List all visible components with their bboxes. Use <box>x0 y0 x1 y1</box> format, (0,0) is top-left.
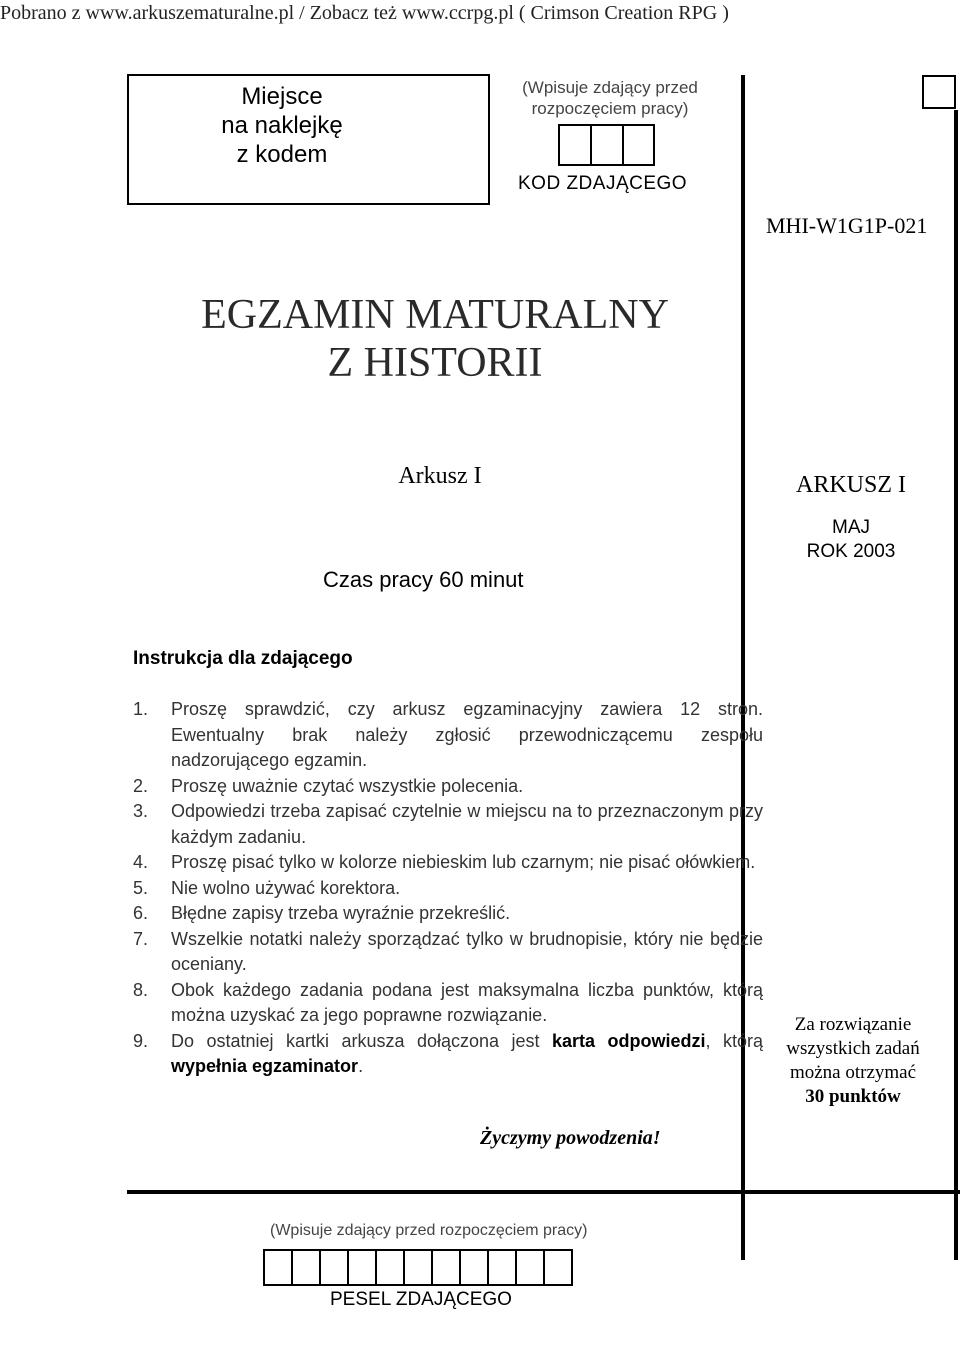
instruction-text: Wszelkie notatki należy sporządzać tylko w brudnopisie, który nie będzie oceniany. <box>171 928 763 974</box>
instruction-item <box>133 850 763 876</box>
code-label: KOD ZDAJĄCEGO <box>518 173 688 194</box>
pesel-cell[interactable] <box>515 1249 545 1286</box>
instruction-item <box>133 697 763 774</box>
sticker-line-1: Miejsce <box>241 83 323 110</box>
side-year: ROK 2003 <box>806 541 896 562</box>
instruction-text: Proszę pisać tylko w kolorze niebieskim lub czarnym; nie pisać ołówkiem. <box>171 852 756 872</box>
code-note-line-1: (Wpisuje zdający przed <box>522 78 698 97</box>
code-cell-2[interactable] <box>590 124 624 166</box>
corner-box[interactable] <box>922 75 956 109</box>
code-note <box>500 77 720 119</box>
instruction-item <box>133 978 763 1029</box>
code-note-line-2: rozpoczęciem pracy) <box>531 99 689 118</box>
wish-text: Życzymy powodzenia! <box>480 1127 661 1149</box>
pesel-cell[interactable] <box>375 1249 405 1286</box>
side-date <box>748 516 954 564</box>
instruction-item <box>133 901 763 927</box>
sticker-line-3: z kodem <box>236 141 328 168</box>
pesel-cell[interactable] <box>319 1249 349 1286</box>
instruction-number: 2. <box>133 775 149 796</box>
pesel-cell[interactable] <box>431 1249 461 1286</box>
instruction-item <box>133 876 763 902</box>
points-info <box>748 1013 958 1109</box>
instruction-text-part: Do ostatniej kartki arkusza dołączona jest <box>171 1030 552 1051</box>
pesel-cell[interactable] <box>543 1249 573 1286</box>
pesel-label: PESEL ZDAJĄCEGO <box>330 1289 512 1310</box>
pesel-cell[interactable] <box>347 1249 377 1286</box>
sticker-label <box>127 82 437 169</box>
bottom-rule <box>127 1190 960 1194</box>
instruction-item <box>133 799 763 850</box>
instruction-number: 5. <box>133 877 149 898</box>
title-line-1: EGZAMIN MATURALNY <box>201 292 669 338</box>
title-line-2: Z HISTORII <box>327 340 543 386</box>
code-cell-1[interactable] <box>558 124 592 166</box>
instructions-list <box>133 697 763 1080</box>
pesel-cell[interactable] <box>403 1249 433 1286</box>
instruction-text: Proszę sprawdzić, czy arkusz egzaminacyjny zawiera 12 stron. Ewentualny brak należy zgłosić przewodniczącemu zespołu nadzorującego egzamin. <box>171 699 763 770</box>
pesel-cell[interactable] <box>459 1249 489 1286</box>
instruction-number: 1. <box>133 699 149 719</box>
sheet-label: Arkusz I <box>398 463 482 489</box>
answer-card-label: karta odpowiedzi <box>552 1030 706 1051</box>
header-link[interactable]: Pobrano z www.arkuszematuralne.pl / Zobacz też www.ccrpg.pl ( Crimson Creation RPG ) <box>0 2 729 24</box>
vertical-divider-main <box>741 75 745 1260</box>
instruction-text: Błędne zapisy trzeba wyraźnie przekreślić. <box>171 903 511 923</box>
pesel-cell[interactable] <box>263 1249 293 1286</box>
instruction-number: 3. <box>133 801 149 821</box>
instruction-item <box>133 927 763 978</box>
side-sheet: ARKUSZ I <box>795 472 906 498</box>
time-label: Czas pracy 60 minut <box>323 567 524 592</box>
instruction-number: 4. <box>133 852 149 872</box>
side-month: MAJ <box>832 517 870 538</box>
instruction-number: 8. <box>133 979 149 1000</box>
pesel-cell[interactable] <box>487 1249 517 1286</box>
instruction-number: 7. <box>133 928 149 949</box>
instruction-text: Proszę uważnie czytać wszystkie polecenia. <box>171 775 524 796</box>
exam-code: MHI-W1G1P-021 <box>766 213 928 238</box>
instruction-item <box>133 774 763 800</box>
pesel-note: (Wpisuje zdający przed rozpoczęciem pracy) <box>270 1222 588 1239</box>
exam-title <box>130 291 740 387</box>
points-line-2: wszystkich zadań <box>786 1038 920 1059</box>
instruction-number: 9. <box>133 1030 149 1051</box>
sticker-line-2: na naklejkę <box>221 112 343 139</box>
instruction-item <box>133 1029 763 1080</box>
instruction-text <box>171 1029 763 1080</box>
instruction-text: Odpowiedzi trzeba zapisać czytelnie w miejscu na to przeznaczonym przy każdym zadaniu. <box>171 801 763 847</box>
points-line-4: 30 punktów <box>805 1086 901 1107</box>
instruction-text: Obok każdego zadania podana jest maksymalna liczba punktów, którą można uzyskać za jego poprawne rozwiązanie. <box>171 979 763 1025</box>
instructions-title: Instrukcja dla zdającego <box>133 648 353 669</box>
pesel-cell[interactable] <box>291 1249 321 1286</box>
instruction-text-part: . <box>358 1056 364 1076</box>
instruction-number: 6. <box>133 903 149 923</box>
points-line-1: Za rozwiązanie <box>794 1014 912 1035</box>
instruction-text-part: , którą <box>705 1030 763 1051</box>
points-line-3: można otrzymać <box>789 1062 917 1083</box>
instruction-text: Nie wolno używać korektora. <box>171 877 401 898</box>
examiner-label: wypełnia egzaminator <box>171 1056 359 1076</box>
code-cell-3[interactable] <box>622 124 655 166</box>
